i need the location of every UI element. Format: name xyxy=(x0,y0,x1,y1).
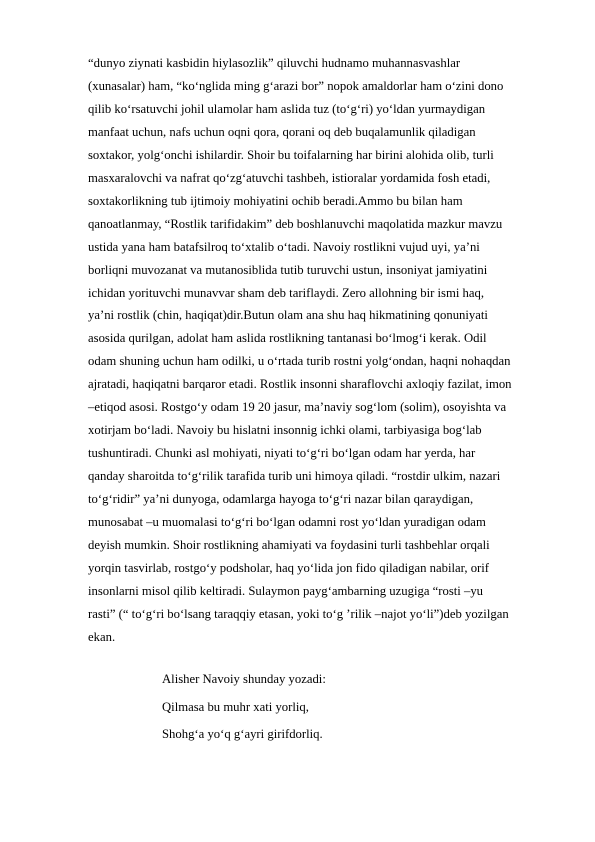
paragraph-line: masxaralovchi va nafrat qo‘zg‘atuvchi tashbeh, istioralar yordamida fosh etadi, xyxy=(88,170,491,185)
paragraph-line: tushuntiradi. Chunki asl mohiyati, niyati to‘g‘ri bo‘lgan odam har yerda, har xyxy=(88,446,476,461)
paragraph-line: ichidan yorituvchi munavvar sham deb tariflaydi. Zero allohning bir ismi haq, xyxy=(88,285,485,300)
paragraph-line: odam shuning uchun ham odilki, u o‘rtada turib rostni yolg‘ondan, haqni nohaqdan xyxy=(88,354,511,369)
paragraph-line: ekan. xyxy=(88,629,116,644)
paragraph-line: to‘g‘ridir” ya’ni dunyoga, odamlarga hayoga to‘g‘ri nazar bilan qaraydigan, xyxy=(88,492,474,507)
poem-line: Shohg‘a yo‘q g‘ayri girifdorliq. xyxy=(162,727,323,741)
paragraph-line: soxtakorlikning tub ijtimoiy mohiyatini ochib beradi.Ammo bu bilan ham xyxy=(88,193,463,208)
paragraph-line: (xunasalar) ham, “ko‘nglida ming g‘arazi bor” nopok amaldorlar ham o‘zini dono xyxy=(88,78,504,93)
body-paragraph xyxy=(88,52,588,649)
paragraph-line: yorqin tasvirlab, rostgo‘y podsholar, haq yo‘lida jon fido qiladigan nabilar, orif xyxy=(88,560,490,575)
paragraph-line: ya’ni rostlik (chin, haqiqat)dir.Butun olam ana shu haq hikmatining qonuniyati xyxy=(88,308,488,323)
paragraph-line: qilib ko‘rsatuvchi johil ulamolar ham aslida tuz (to‘g‘ri) yo‘ldan yurmaydigan xyxy=(88,101,486,116)
paragraph-line: “dunyo ziynati kasbidin hiylasozlik” qiluvchi hudnamo muhannasvashlar xyxy=(88,56,461,70)
paragraph-line: soxtakor, yolg‘onchi ishilardir. Shoir bu toifalarning har birini alohida olib, turli xyxy=(88,147,494,162)
paragraph-line: qanoatlanmay, “Rostlik tarifidakim” deb boshlanuvchi maqolatida mazkur mavzu xyxy=(88,216,503,231)
paragraph-line: ajratadi, haqiqatni barqaror etadi. Rostlik insonni sharaflovchi axloqiy fazilat, imon xyxy=(88,377,512,392)
paragraph-line: manfaat uchun, nafs uchun oqni qora, qorani oq deb buqalamunlik qiladigan xyxy=(88,124,476,139)
paragraph-line: deyish mumkin. Shoir rostlikning ahamiyati va foydasini turli tashbehlar orqali xyxy=(88,538,490,553)
paragraph-line: qanday sharoitda to‘g‘rilik tarafida turib uni himoya qiladi. “rostdir ulkim, nazari xyxy=(88,469,501,484)
poem-line: Qilmasa bu muhr xati yorliq, xyxy=(162,699,309,714)
paragraph-line: rasti” (“ to‘g‘ri bo‘lsang taraqqiy etasan, yoki to‘g ’rilik –najot yo‘li”)deb yozilgan xyxy=(88,606,509,621)
paragraph-line: ustida yana ham batafsilroq to‘xtalib o‘tadi. Navoiy rostlikni vujud uyi, ya’ni xyxy=(88,239,480,254)
paragraph-line: munosabat –u muomalasi to‘g‘ri bo‘lgan odamni rost yo‘ldan yuradigan odam xyxy=(88,515,486,530)
paragraph-line: borliqni muvozanat va mutanosiblida tutib turuvchi ustun, insoniyat jamiyatini xyxy=(88,262,488,277)
poem-block xyxy=(162,668,326,751)
paragraph-line: xotirjam bo‘ladi. Navoiy bu hislatni insonnig ichki olami, tarbiyasiga bog‘lab xyxy=(88,423,482,438)
poem-intro: Alisher Navoiy shunday yozadi: xyxy=(162,672,326,686)
paragraph-line: asosida qurilgan, adolat ham aslida rostlikning tantanasi bo‘lmog‘i kerak. Odil xyxy=(88,331,487,346)
paragraph-line: insonlarni misol qilib keltiradi. Sulaymon payg‘ambarning uzugiga “rosti –yu xyxy=(88,583,484,598)
paragraph-line: –etiqod asosi. Rostgo‘y odam 19 20 jasur, ma’naviy sog‘lom (solim), osoyishta va xyxy=(88,400,507,415)
